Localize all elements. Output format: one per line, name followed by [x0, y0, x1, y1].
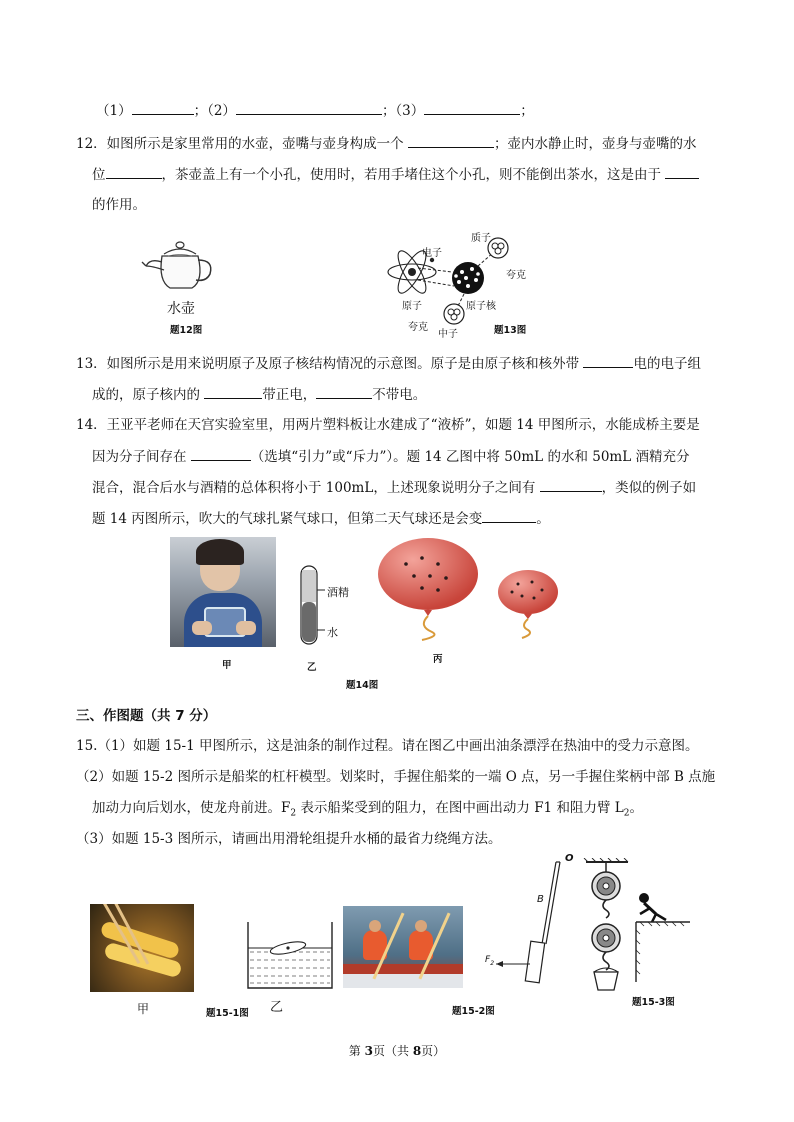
- label-neutron: 中子: [438, 329, 458, 340]
- q14-text-3a: 混合，混合后水与酒精的总体积将小于 100mL，上述现象说明分子之间有: [92, 480, 536, 496]
- q13-text-1a: 13．如图所示是用来说明原子及原子核结构情况的示意图。原子是由原子核和核外带: [76, 356, 580, 372]
- q12-blank-3: [665, 164, 699, 179]
- q14-line-1: [76, 415, 700, 435]
- pulley-system-figure: [576, 858, 694, 994]
- footer-total-pages: 8: [412, 1044, 422, 1058]
- label-atom: 原子: [402, 301, 422, 312]
- q11-part3-label: ；（3）: [381, 103, 425, 119]
- section-3-heading: 三、作图题（共 7 分）: [76, 708, 217, 724]
- q13-blank-2: [204, 384, 262, 399]
- q15-text-3c: 。: [629, 800, 643, 816]
- q14-line-3: [92, 477, 696, 498]
- fig15-1-caption: 题15-1图: [206, 1008, 249, 1019]
- fig15-1-jia-label: 甲: [137, 1002, 150, 1016]
- q12-text-2b: ，茶壶盖上有一个小孔，使用时，若用手堵住这个小孔，则不能倒出茶水，这是由于: [161, 167, 661, 183]
- q14-text-1: 14．王亚平老师在天宫实验室里，用两片塑料板让水建成了“液桥”，如题 14 甲图所示，水能成桥主要是: [76, 417, 700, 433]
- q11-answer-line: [96, 100, 534, 121]
- fig14-caption: 题14图: [346, 680, 379, 691]
- q15-text-2: （2）如题 15-2 图所示是船桨的杠杆模型。划桨时，手握住船桨的一端 O 点，另一手握住桨柄中部 B 点施: [76, 769, 716, 785]
- q15-text-3b: 表示船桨受到的阻力，在图中画出动力 F1 和阻力臂 L: [296, 800, 624, 816]
- fig15-1-yi-label: 乙: [270, 1000, 284, 1015]
- label-point-O: O: [565, 853, 574, 864]
- proton-detail: [488, 238, 508, 258]
- dragon-boat-photo: [343, 906, 463, 988]
- paddle-lever-figure: [486, 852, 570, 986]
- q13-text-1b: 电的电子组: [633, 356, 701, 372]
- q14-blank-3: [482, 508, 536, 523]
- test-tube-figure: [296, 564, 326, 654]
- label-nucleus: 原子核: [466, 301, 496, 312]
- footer-post: 页）: [421, 1044, 446, 1058]
- q12-text-1b: ；壶内水静止时，壶身与壶嘴的水: [493, 136, 697, 152]
- neutron-detail: [444, 304, 464, 324]
- fig14-yi-label: 乙: [307, 662, 317, 673]
- q12-text-2a: 位: [92, 167, 106, 183]
- label-proton: 质子: [471, 233, 491, 244]
- label-F2-sub: 2: [490, 959, 495, 967]
- q11-part1-label: （1）: [96, 103, 132, 119]
- q14-line-4: [92, 508, 550, 529]
- label-quark-1: 夸克: [506, 270, 526, 281]
- q11-end: ；: [520, 103, 534, 119]
- q11-blank-1: [132, 100, 194, 115]
- footer-pre: 第: [348, 1044, 365, 1058]
- footer-page-number: 3: [364, 1044, 373, 1058]
- q14-line-2: [92, 446, 689, 467]
- fig15-2-caption: 题15-2图: [452, 1006, 495, 1017]
- fried-dough-photo: [90, 904, 194, 992]
- q12-line-3: [92, 195, 146, 215]
- q15-text-1: 15.（1）如题 15-1 甲图所示，这是油条的制作过程。请在图乙中画出油条漂浮在热油中的受力示意图。: [76, 738, 699, 754]
- page-footer: [0, 1042, 794, 1059]
- q15-line-3: [92, 798, 643, 824]
- oil-container-figure: [244, 920, 336, 992]
- q12-text-1a: 12．如图所示是家里常用的水壶，壶嘴与壶身构成一个: [76, 136, 404, 152]
- q13-line-1: [76, 353, 701, 374]
- footer-mid: 页（共: [372, 1044, 413, 1058]
- q13-blank-3: [316, 384, 372, 399]
- q14-text-4a: 题 14 丙图所示，吹大的气球扎紧气球口，但第二天气球还是会变: [92, 511, 483, 527]
- balloons-figure: [372, 536, 572, 642]
- q12-text-3: 的作用。: [92, 197, 146, 213]
- q13-text-2a: 成的，原子核内的: [92, 387, 200, 403]
- q15-sub-2: 2: [623, 808, 630, 819]
- q15-line-4: [76, 829, 502, 849]
- q12-line-1: [76, 133, 696, 154]
- label-electron: 电子: [422, 248, 442, 259]
- fig14-bing-label: 丙: [433, 654, 443, 665]
- fig13-caption: 题13图: [494, 325, 527, 336]
- q15-sub-1: 2: [290, 808, 297, 819]
- q14-blank-2: [540, 477, 602, 492]
- q12-line-2: [92, 164, 699, 185]
- q15-text-4: （3）如题 15-3 图所示，请画出用滑轮组提升水桶的最省力绕绳方法。: [76, 831, 502, 847]
- q15-line-2: [76, 767, 715, 787]
- fig15-3-caption: 题15-3图: [632, 997, 675, 1008]
- label-F2-text: F: [485, 955, 491, 965]
- q14-text-4b: 。: [536, 511, 550, 527]
- q14-text-2a: 因为分子间存在: [92, 449, 187, 465]
- q11-blank-2: [236, 100, 382, 115]
- q13-text-2b: 带正电，: [262, 387, 317, 403]
- label-water: 水: [327, 626, 338, 639]
- q12-blank-2: [106, 164, 162, 179]
- q13-line-2: [92, 384, 426, 405]
- nucleus-cluster: [452, 262, 484, 294]
- q13-text-2c: 不带电。: [372, 387, 427, 403]
- q11-part2-label: ；（2）: [193, 103, 236, 119]
- label-F2: [485, 955, 494, 967]
- q15-line-1: [76, 736, 698, 756]
- label-alcohol: 酒精: [327, 586, 349, 599]
- q14-text-2b: （选填“引力”或“斥力”）。题 14 乙图中将 50mL 的水和 50mL 酒精充分: [250, 449, 690, 465]
- q14-blank-1: [191, 446, 251, 461]
- fig14-jia-label: 甲: [222, 660, 232, 671]
- teapot-figure: [140, 236, 220, 294]
- label-point-B: B: [537, 894, 544, 905]
- q14-text-3b: ，类似的例子如: [601, 480, 697, 496]
- teapot-label: 水壶: [167, 301, 195, 317]
- liquid-bridge-photo: [170, 537, 276, 647]
- q13-blank-1: [583, 353, 633, 368]
- label-quark-2: 夸克: [408, 322, 428, 333]
- q11-blank-3: [424, 100, 520, 115]
- q15-text-3a: 加动力向后划水，使龙舟前进。F: [92, 800, 291, 816]
- fig12-caption: 题12图: [170, 325, 203, 336]
- q12-blank-1: [408, 133, 494, 148]
